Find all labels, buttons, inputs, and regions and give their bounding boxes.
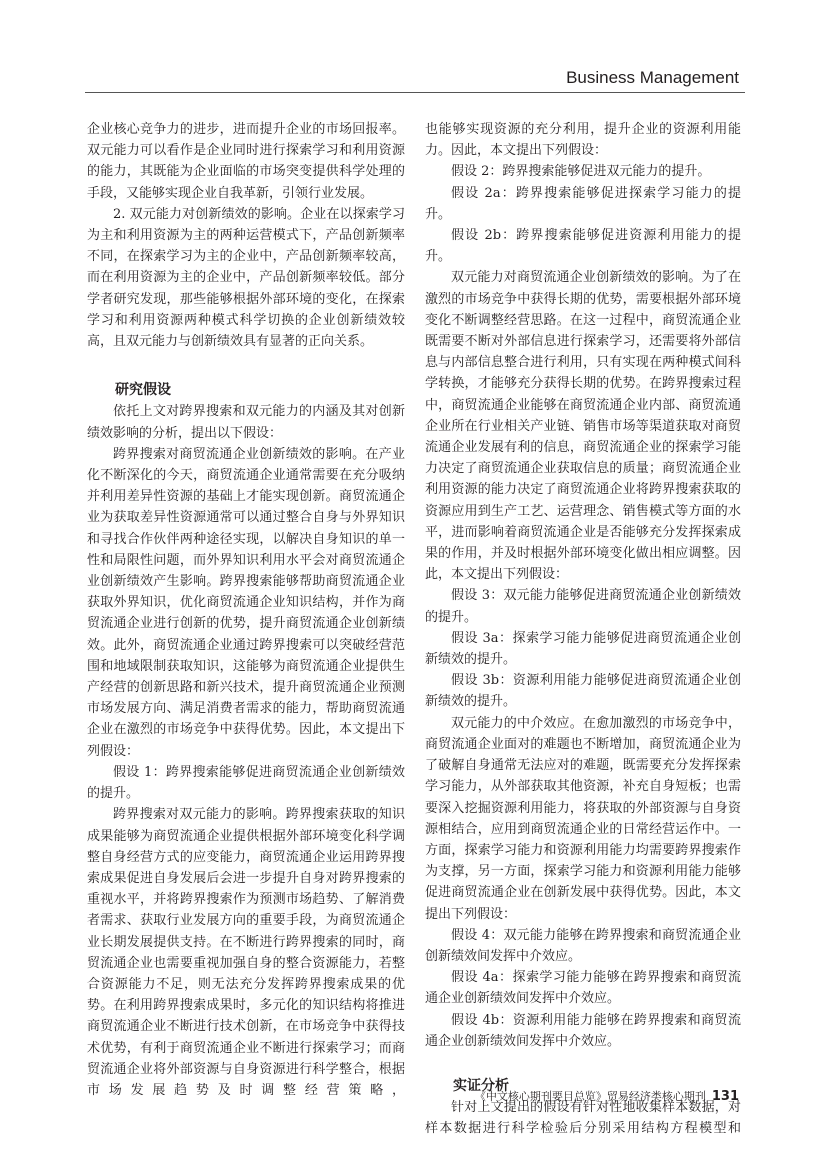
paragraph: 针对上文提出的假设有针对性地收集样本数据，对样本数据进行科学检验后分别采用结构方程模型和 <box>425 1100 741 1137</box>
hypothesis-2a: 假设 2a：跨界搜索能够促进探索学习能力的提升。 <box>425 185 741 222</box>
hypothesis-2: 假设 2：跨界搜索能够促进双元能力的提升。 <box>451 164 711 180</box>
hypothesis-4a: 假设 4a：探索学习能力能够在跨界搜索和商贸流通企业创新绩效间发挥中介效应。 <box>425 970 741 1007</box>
paragraph: 双元能力对商贸流通企业创新绩效的影响。为了在激烈的市场竞争中获得长期的优势，需要根据外部环境变化不断调整经营思路。在这一过程中，商贸流通企业既需要不断对外部信息进行探索学习，还需要将外部信息与内部信息整合进行利用，只有实现在两种模式间科学转换，才能够充分获得长期的优势。在跨界搜索过程中，商贸流通企业能够在商贸流通企业内部、商贸流通企业所在行业相关产业链、销售市场等渠道获取对商贸流通企业发展有利的信息，商贸流通企业的探索学习能力决定了商贸流通企业获取信息的质量；商贸流通企业利用资源的能力决定了商贸流通企业将跨界搜索获取的资源应用到生产工艺、运营理念、销售模式等方面的水平，进而影响着商贸流通企业是否能够充分发挥探索成果的作用，并及时根据外部环境变化做出相应调整。因此，本文提出下列假设： <box>425 270 741 583</box>
page-number: 131 <box>711 1089 739 1104</box>
hypothesis-3b: 假设 3b：资源利用能力能够促进商贸流通企业创新绩效的提升。 <box>425 673 741 710</box>
paragraph: 依托上文对跨界搜索和双元能力的内涵及其对创新绩效影响的分析，提出以下假设： <box>87 404 405 441</box>
page-footer <box>475 1088 739 1104</box>
hypothesis-1: 假设 1：跨界搜索能够促进商贸流通企业创新绩效的提升。 <box>87 764 405 802</box>
section-heading-research-hypotheses: 研究假设 <box>115 382 171 399</box>
paragraph: 企业核心竞争力的进步，进而提升企业的市场回报率。双元能力可以看作是企业同时进行探索学习和利用资源的能力，其既能为企业面临的市场突变提供科学处理的手段，又能够实现企业自我革新，引领行业发展。 <box>87 122 405 201</box>
left-column <box>87 119 405 1101</box>
paragraph: 也能够实现资源的充分利用，提升企业的资源利用能力。因此，本文提出下列假设： <box>425 122 741 159</box>
header-rule <box>85 92 745 93</box>
hypothesis-3: 假设 3：双元能力能够促进商贸流通企业创新绩效的提升。 <box>425 588 741 625</box>
right-column <box>425 119 741 1140</box>
hypothesis-4b: 假设 4b：资源利用能力能够在跨界搜索和商贸流通企业创新绩效间发挥中介效应。 <box>425 1012 741 1049</box>
paragraph: 双元能力的中介效应。在愈加激烈的市场竞争中，商贸流通企业面对的难题也不断增加，商贸流通企业为了破解自身通常无法应对的难题，既需要充分发挥探索学习能力，从外部获取其他资源，补充自身短板；也需要深入挖掘资源利用能力，将获取的外部资源与自身资源相结合，应用到商贸流通企业的日常经营运作中。一方面，探索学习能力和资源利用能力均需要跨界搜索作为支撑，另一方面，探索学习能力和资源利用能力能够促进商贸流通企业在创新发展中获得优势。因此，本文提出下列假设： <box>425 715 741 922</box>
running-head-title: Business Management <box>566 68 739 87</box>
journal-name: 《中文核心期刊要目总览》贸易经济类核心期刊 <box>474 1090 706 1103</box>
section-heading-empirical-analysis: 实证分析 <box>453 1077 509 1094</box>
paragraph: 2. 双元能力对创新绩效的影响。企业在以探索学习为主和利用资源为主的两种运营模式下，产品创新频率不同，在探索学习为主的企业中，产品创新频率较高，而在利用资源为主的企业中，产品创新频率较低。部分学者研究发现，那些能够根据外部环境的变化，在探索学习和利用资源两种模式科学切换的企业创新绩效较高，且双元能力与创新绩效具有显著的正向关系。 <box>87 206 405 350</box>
hypothesis-3a: 假设 3a：探索学习能力能够促进商贸流通企业创新绩效的提升。 <box>425 630 741 668</box>
hypothesis-2b: 假设 2b：跨界搜索能够促进资源利用能力的提升。 <box>425 228 741 265</box>
hypothesis-4: 假设 4：双元能力能够在跨界搜索和商贸流通企业创新绩效间发挥中介效应。 <box>425 927 741 964</box>
paragraph: 跨界搜索对双元能力的影响。跨界搜索获取的知识成果能够为商贸流通企业提供根据外部环境变化科学调整自身经营方式的应变能力，商贸流通企业运用跨界搜索成果促进自身发展后会进一步提升自身对跨界搜索的重视水平，并将跨界搜索作为预测市场趋势、了解消费者需求、获取行业发展方向的重要手段，为商贸流通企业长期发展提供支持。在不断进行跨界搜索的同时，商贸流通企业也需要重视加强自身的整合资源能力，若整合资源能力不足，则无法充分发挥跨界搜索成果的优势。在利用跨界搜索成果时，多元化的知识结构将推进商贸流通企业不断进行技术创新，在市场竞争中获得技术优势，有利于商贸流通企业不断进行探索学习；而商贸流通企业将外部资源与自身资源进行科学整合，根据市场发展趋势及时调整经营策略， <box>87 807 405 1098</box>
paragraph: 跨界搜索对商贸流通企业创新绩效的影响。在产业化不断深化的今天，商贸流通企业通常需要在充分吸纳并利用差异性资源的基础上才能实现创新。商贸流通企业为获取差异性资源通常可以通过整合自身与外界知识和寻找合作伙伴两种途径实现，以解决自身知识的单一性和局限性问题，而外界知识利用水平会对商贸流通企业创新绩效产生影响。跨界搜索能够帮助商贸流通企业获取外界知识，优化商贸流通企业知识结构，并作为商贸流通企业进行创新的优势，提升商贸流通企业创新绩效。此外，商贸流通企业通过跨界搜索可以突破经营范围和地域限制获取知识，这能够为商贸流通企业提供生产经营的创新思路和新兴技术，提升商贸流通企业预测市场发展方向、满足消费者需求的能力，帮助商贸流通企业在激烈的市场竞争中获得优势。因此，本文提出下列假设： <box>87 446 405 759</box>
